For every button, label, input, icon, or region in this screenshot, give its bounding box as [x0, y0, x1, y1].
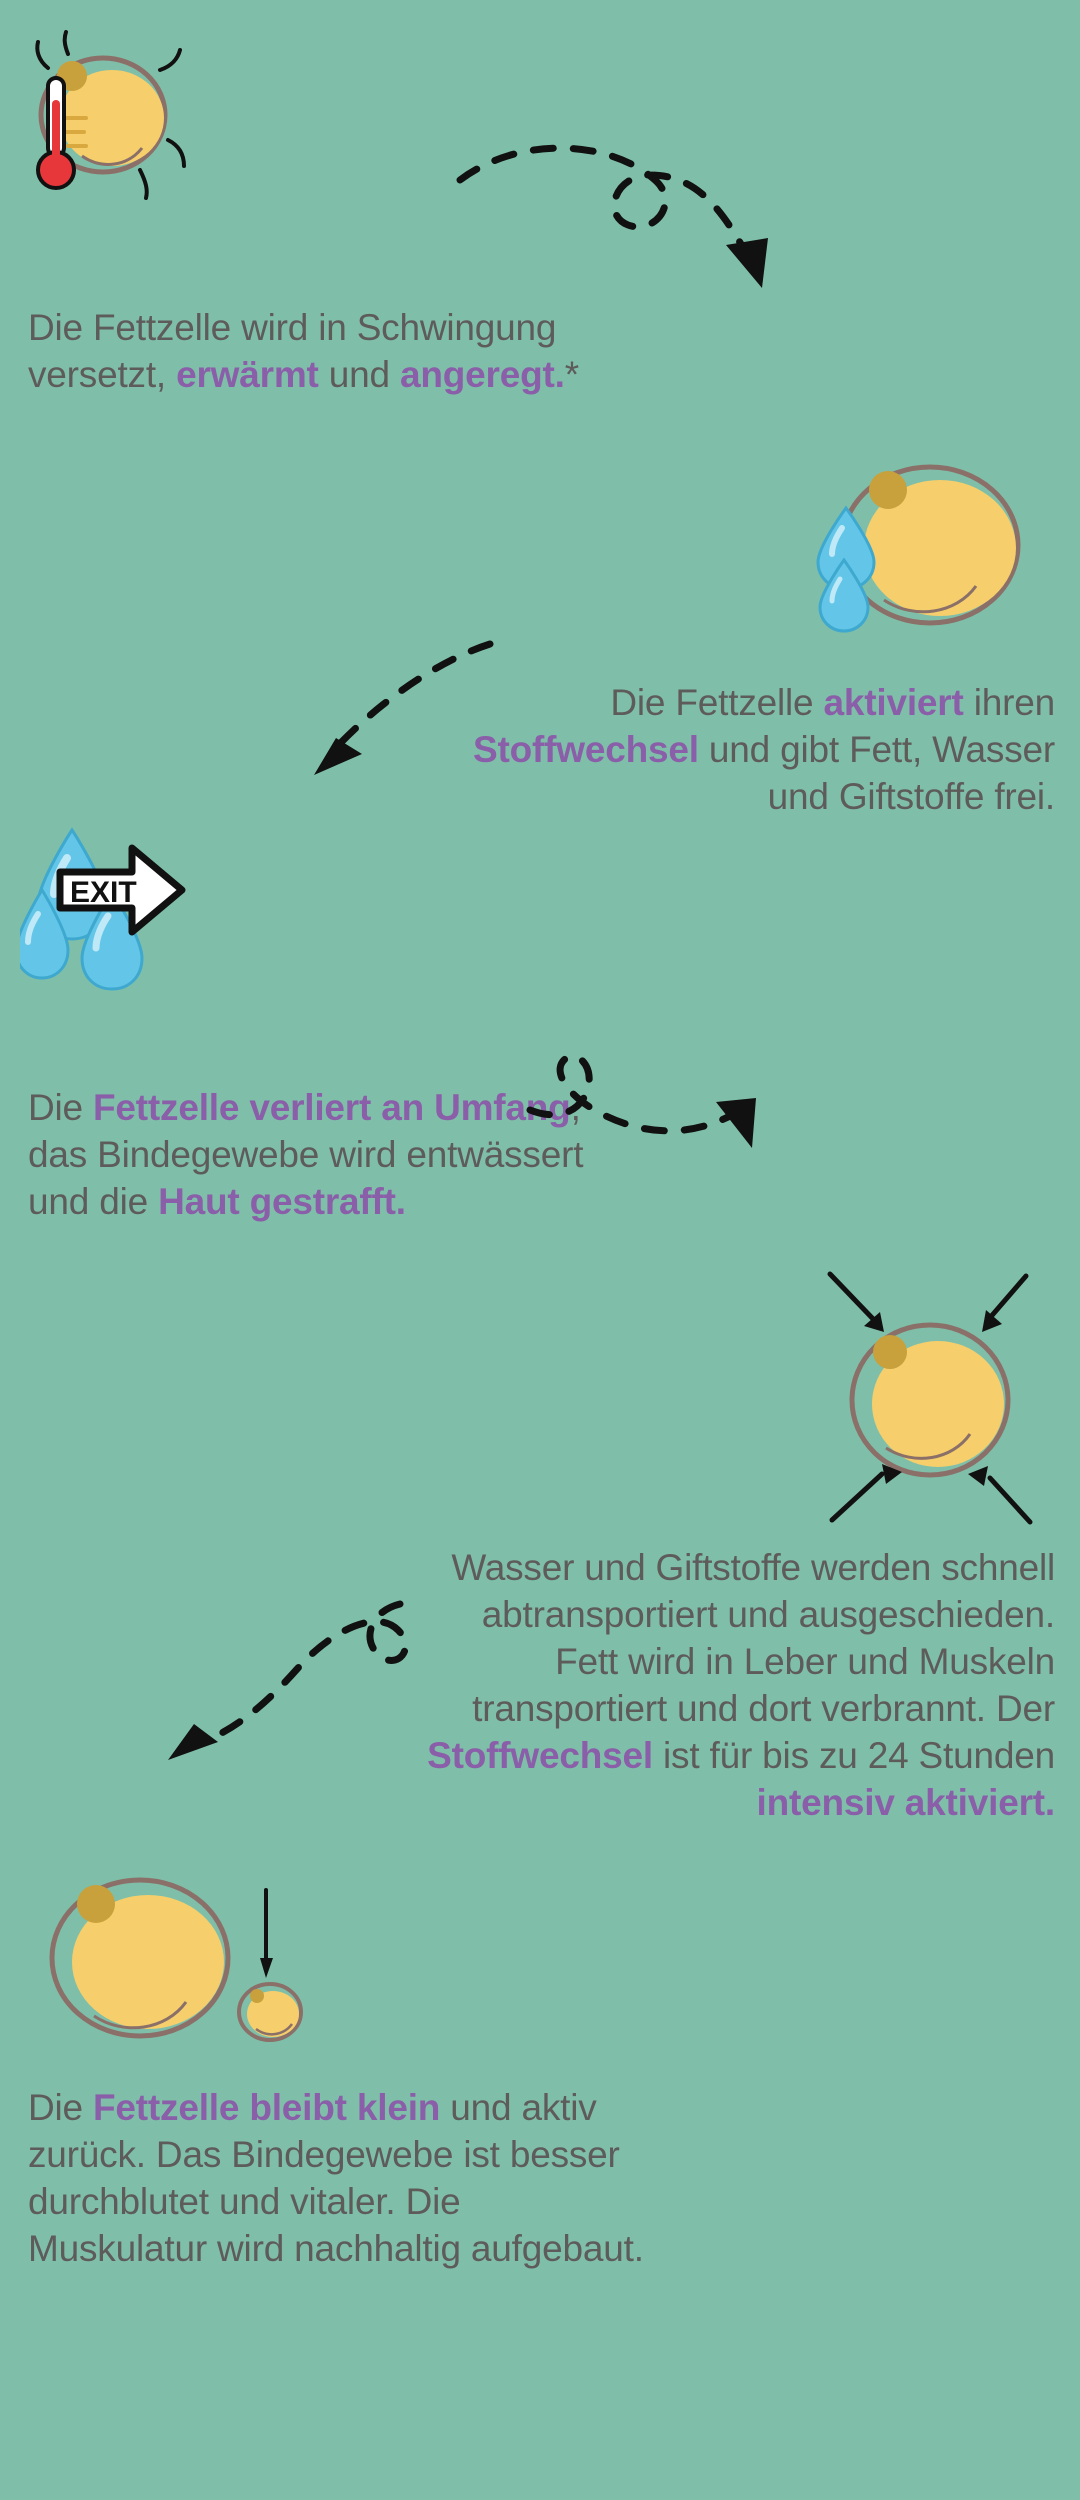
step-2-part-3: Stoffwechsel — [473, 728, 699, 770]
step-4-text — [427, 1547, 1055, 1823]
step-3-part-3: Haut gestrafft. — [158, 1180, 406, 1222]
connector-2-dashed-arrow — [290, 630, 510, 800]
fat-cell-with-droplets-icon — [810, 450, 1050, 640]
step-2-text — [473, 682, 1055, 817]
connector-4-dashed-arrow — [130, 1590, 460, 1810]
exit-sign-label: EXIT — [70, 876, 137, 909]
step-2-part-1: aktiviert — [823, 682, 964, 723]
step-5-part-1: Fettzelle bleibt klein — [93, 2087, 441, 2128]
step-1-text — [28, 307, 579, 395]
step-1-caption — [28, 305, 668, 399]
fat-cell-with-thermometer-icon — [20, 30, 220, 230]
step-5-part-0: Die — [28, 2087, 93, 2128]
step-4-part-2: ist für bis zu 24 Stunden — [652, 1734, 1055, 1776]
step-4-part-1: Stoffwechsel — [427, 1734, 653, 1776]
connector-3-dashed-arrow — [520, 1010, 870, 1210]
step-3-part-2: , das Bindegewebe wird entwässert und die — [28, 1087, 584, 1222]
step-2-part-0: Die Fettzelle — [610, 682, 824, 723]
step-5-caption — [28, 2085, 648, 2273]
step-3-text — [28, 1087, 583, 1222]
step-4-part-3: intensiv aktiviert. — [756, 1781, 1055, 1823]
droplets-exit-sign-icon — [20, 820, 310, 1020]
fat-cell-shrinking-icon — [790, 1270, 1070, 1530]
step-1-part-2: und — [318, 353, 400, 395]
step-2-caption — [420, 680, 1055, 821]
step-1-part-1: erwärmt — [176, 353, 319, 395]
step-1-part-3: angeregt. — [399, 353, 565, 395]
step-5-part-2: und aktiv zurück. Das Bindegewebe ist besser durchblutet und vitaler. Die Muskulatur wird nachhaltig aufgebaut. — [28, 2087, 644, 2269]
fat-cell-small-result-icon — [30, 1870, 330, 2050]
step-5-text — [28, 2087, 644, 2269]
step-3-part-0: Die — [28, 1087, 93, 1128]
step-1-part-0: Die Fettzelle wird in Schwingung versetzt, — [28, 307, 557, 395]
step-3-part-1: Fettzelle verliert an Umfang — [93, 1087, 571, 1128]
step-4-caption — [420, 1545, 1055, 1827]
step-4-part-0: Wasser und Giftstoffe werden schnell abtransportiert und ausgeschieden. Fett wird in Leber und Muskeln transportiert und dort verbrannt. Der — [451, 1547, 1055, 1729]
step-2-part-4: und gibt Fett, Wasser und Giftstoffe frei. — [698, 728, 1055, 817]
step-2-part-2: ihren — [963, 682, 1055, 723]
step-1-part-4: * — [564, 353, 579, 395]
